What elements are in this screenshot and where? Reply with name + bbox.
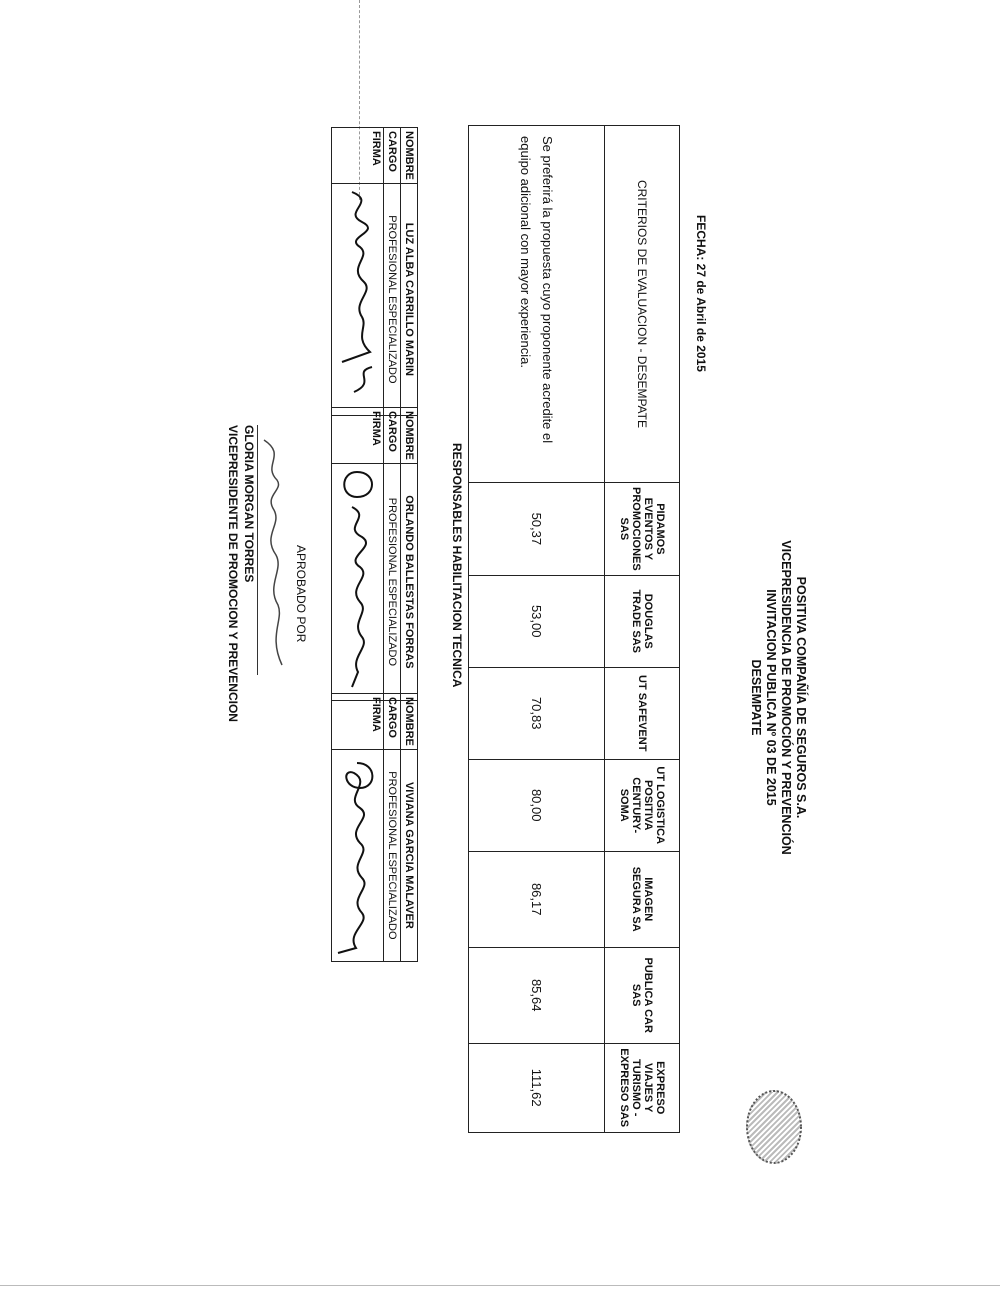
company-seal-stamp [746,1090,802,1164]
proponent-score: 80,00 [469,759,605,851]
proponent-name: IMAGEN SEGURA SA [605,851,680,947]
proponent-score: 85,64 [469,947,605,1043]
proponent-name: EXPRESO VIAJES Y TURISMO - EXPRESO SAS [605,1043,680,1132]
criteria-header: CRITERIOS DE EVALUACION - DESEMPATE [605,126,680,483]
signer-block-1 [331,127,418,416]
criteria-description: Se preferirá la propuesta cuyo proponente acredite el equipo adicional con mayor experiencia. [469,126,605,483]
approver-name: GLORIA MORGAN TORRES [242,425,256,583]
cargo-label: CARGO [384,694,401,750]
proponent-score: 86,17 [469,851,605,947]
handwritten-signature [336,467,382,697]
proponent-score: 70,83 [469,667,605,759]
document-date: FECHA: 27 de Abril de 2015 [694,215,708,372]
cargo-label: CARGO [384,408,401,464]
signer-cargo: PROFESIONAL ESPECIALIZADO [384,183,401,415]
proponent-score: 111,62 [469,1043,605,1132]
proponent-score: 50,37 [469,483,605,576]
proponent-name: UT SAFEVENT [605,667,680,759]
signature-area [332,183,384,415]
handwritten-signature [336,187,382,412]
approver-signature [256,435,292,675]
nombre-label: NOMBRE [401,128,418,184]
vicepresidency: VICEPRESIDENCIA DE PROMOCIÓN Y PREVENCIÓN [779,540,793,855]
proponent-score: 53,00 [469,575,605,667]
proponent-name: PUBLICA CAR SAS [605,947,680,1043]
signer-name: ORLANDO BALLESTAS FORRAS [401,463,418,700]
proponent-name: UT LOGISTICA POSITIVA CENTURY-SOMA [605,759,680,851]
proponent-name: PIDAMOS EVENTOS Y PROMOCIONES SAS [605,483,680,576]
evaluation-table [468,125,680,1133]
cargo-label: CARGO [384,128,401,184]
signer-cargo: PROFESIONAL ESPECIALIZADO [384,463,401,700]
firma-label: FIRMA [332,408,384,464]
signer-block-3 [331,693,418,962]
signer-name: VIVIANA GARCIA MALAVER [401,749,418,961]
invitation-number: INVITACION PUBLICA Nº 03 DE 2015 [764,589,778,806]
approved-by-label: APROBADO POR [294,545,308,643]
company-name: POSITIVA COMPAÑÍA DE SEGUROS S.A. [794,576,808,819]
page-edge-line [0,1285,1000,1286]
table-header-row [605,126,680,1133]
proponent-name: DOUGLAS TRADE SAS [605,575,680,667]
rotated-document [178,125,808,1270]
firma-label: FIRMA [332,694,384,750]
nombre-label: NOMBRE [401,408,418,464]
signer-block-2 [331,407,418,701]
signature-area [332,463,384,700]
table-row [469,126,605,1133]
nombre-label: NOMBRE [401,694,418,750]
document-subject: DESEMPATE [749,659,763,736]
approver-cargo: VICEPRESIDENTE DE PROMOCION Y PREVENCION [226,425,240,722]
responsables-title: RESPONSABLES HABILITACION TECNICA [450,443,464,688]
firma-label: FIRMA [332,128,384,184]
approver-block [220,425,280,725]
signer-cargo: PROFESIONAL ESPECIALIZADO [384,749,401,961]
signature-line [257,425,258,675]
handwritten-signature [336,753,382,958]
signature-area [332,749,384,961]
signer-name: LUZ ALBA CARRILLO MARIN [401,183,418,415]
